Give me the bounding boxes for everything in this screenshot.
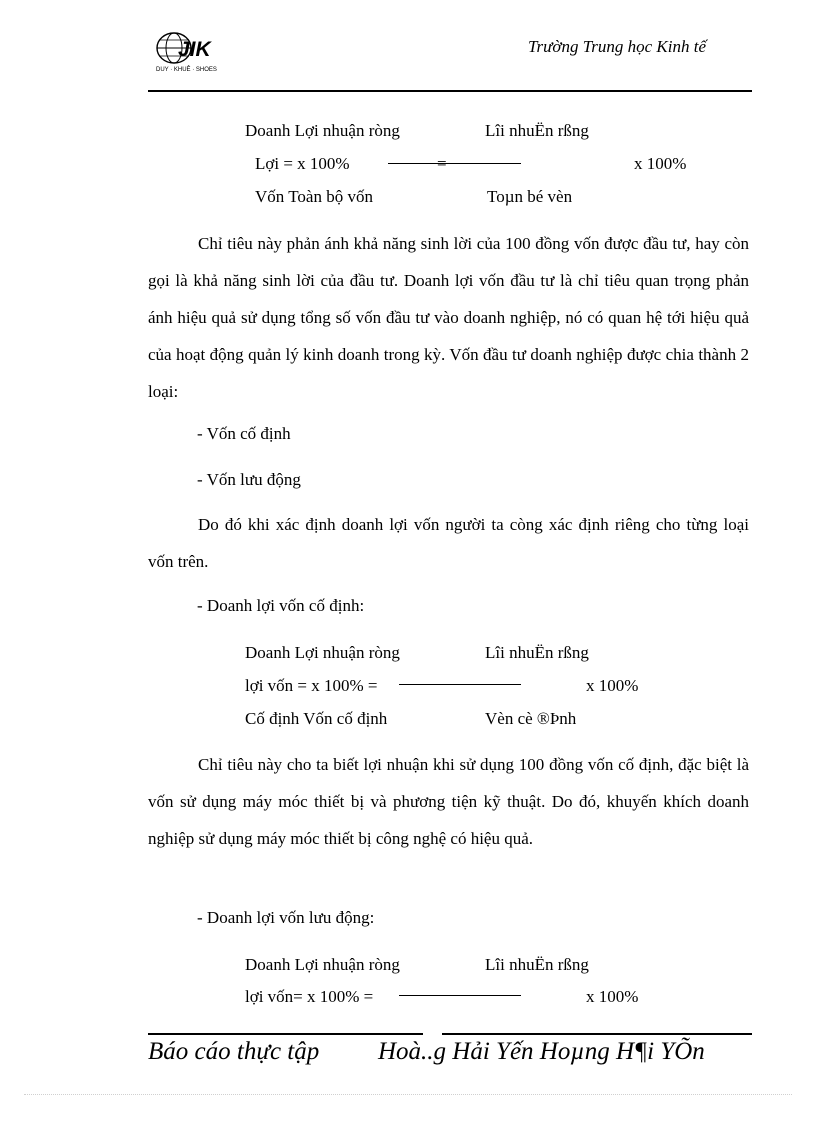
footer-divider-left xyxy=(148,1033,423,1035)
paragraph-fixed-capital-explanation xyxy=(148,746,749,857)
formula-mid-right: x 100% xyxy=(586,676,639,695)
paragraph-capital-return xyxy=(148,225,749,410)
formula-denominator: Toµn bé vèn xyxy=(487,187,573,206)
formula-top-left: Doanh Lợi nhuận ròng xyxy=(245,643,400,662)
formula-top-left: Doanh Lợi nhuận ròng xyxy=(245,121,400,140)
header-title: Trường Trung học Kinh tế xyxy=(528,37,706,56)
logo-subtext: DUY · KHUÊ · SHOES xyxy=(156,67,217,73)
paragraph-separate-capital xyxy=(148,506,749,580)
fraction-line xyxy=(399,995,521,996)
formula-denominator: Vèn cè ®Þnh xyxy=(485,709,577,728)
formula-bottom-left: Vốn Toàn bộ vốn xyxy=(255,187,373,206)
heading-working-capital-return: - Doanh lợi vốn lưu động: xyxy=(197,908,375,927)
formula-numerator: Lîi nhuËn rßng xyxy=(485,955,589,974)
footer-divider-right xyxy=(442,1033,752,1035)
formula-mid-left: lợi vốn = x 100% = xyxy=(245,676,378,695)
formula-mid-left: lợi vốn= x 100% = xyxy=(245,987,374,1006)
formula-top-left: Doanh Lợi nhuận ròng xyxy=(245,955,400,974)
fraction-line xyxy=(388,163,521,164)
paragraph-text: Chỉ tiêu này phản ánh khả năng sinh lời của 100 đồng vốn được đầu tư, hay còn gọi là khả năng sinh lời của đầu tư. Doanh lợi vốn đầu tư là chỉ tiêu quan trọng phản ánh hiệu quả sử dụng tổng số vốn đầu tư vào doanh nghiệp, nó có quan hệ tới hiệu quả của hoạt động quản lý kinh doanh trong kỳ. Vốn đầu tư doanh nghiệp được chia thành 2 loại: xyxy=(148,234,749,401)
footer-author: Hoà..g Hải Yến Hoµng H¶i YÕn xyxy=(378,1038,705,1065)
school-logo xyxy=(152,30,224,74)
page-bottom-border xyxy=(24,1094,792,1095)
heading-fixed-capital-return: - Doanh lợi vốn cố định: xyxy=(197,596,365,615)
formula-numerator: Lîi nhuËn rßng xyxy=(485,643,589,662)
fraction-line xyxy=(399,684,521,685)
formula-mid-right: x 100% xyxy=(586,987,639,1006)
header-divider xyxy=(148,90,752,92)
footer-report-title: Báo cáo thực tập xyxy=(148,1038,320,1065)
paragraph-text: Do đó khi xác định doanh lợi vốn người ta còng xác định riêng cho từng loại vốn trên. xyxy=(148,515,749,571)
formula-mid-left: Lợi = x 100% xyxy=(255,154,350,173)
bullet-working-capital: - Vốn lưu động xyxy=(197,470,301,489)
bullet-fixed-capital: - Vốn cố định xyxy=(197,424,291,443)
formula-mid-right: x 100% xyxy=(634,154,687,173)
formula-equals: = xyxy=(437,154,447,173)
formula-numerator: Lîi nhuËn rßng xyxy=(485,121,589,140)
paragraph-text: Chỉ tiêu này cho ta biết lợi nhuận khi sử dụng 100 đồng vốn cố định, đặc biệt là vốn sử dụng máy móc thiết bị và phương tiện kỹ thuật. Do đó, khuyến khích doanh nghiệp sử dụng máy móc thiết bị công nghệ có hiệu quả. xyxy=(148,755,749,848)
logo-text: JIK xyxy=(178,38,211,61)
formula-bottom-left: Cố định Vốn cố định xyxy=(245,709,388,728)
